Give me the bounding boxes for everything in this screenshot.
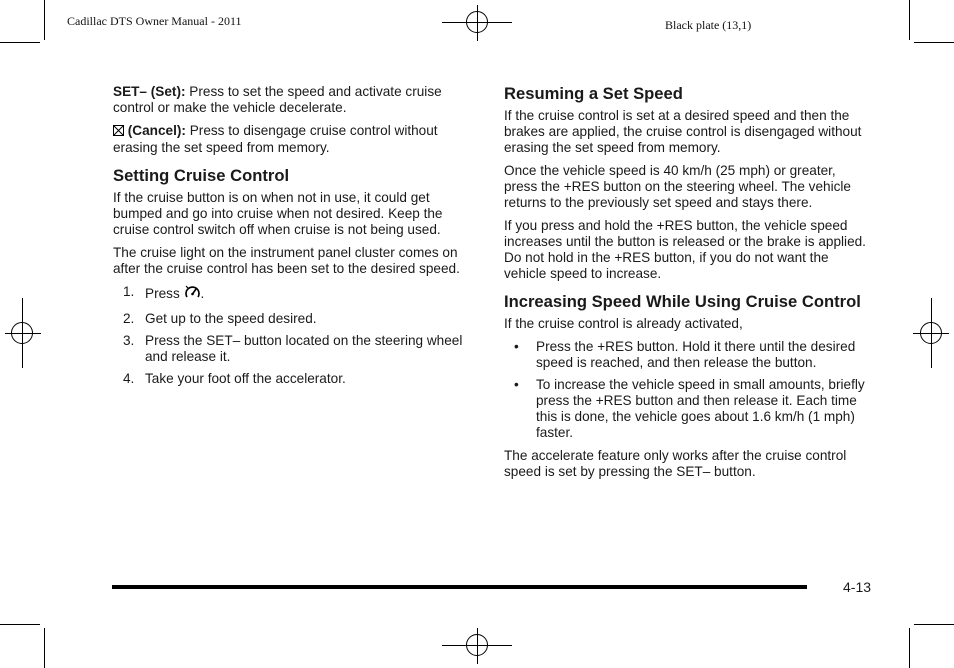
closing-paragraph: The accelerate feature only works after the cruise control speed is set by pressing the SET– button. [504,448,847,479]
cancel-icon [113,124,124,140]
step-item [123,371,473,387]
crop-mark [914,624,954,625]
cancel-term: (Cancel): [127,123,186,138]
crop-mark [909,628,910,668]
set-text: Press to set the speed and activate cruise control or make the vehicle decelerate. [113,84,442,115]
bullet-item [514,339,866,371]
bullet-text: Press the +RES button. Hold it there until the desired speed is reached, and then release the button. [536,339,856,370]
bullet-text: To increase the vehicle speed in small amounts, briefly press the +RES button and then release it. Each time this is done, the vehicle goes about 1.6 km/h (1 mph) faster. [536,377,865,440]
left-column [113,84,473,393]
footer-rule [112,585,807,589]
step-suffix: . [200,286,205,301]
step-text: Get up to the speed desired. [145,311,317,326]
bullet-glyph: • [514,377,519,392]
registration-circle [466,11,488,33]
crop-mark [0,624,40,625]
setting-paragraph: The cruise light on the instrument panel cluster comes on after the cruise control has been set to the desired speed. [113,245,460,276]
set-term: SET– (Set): [113,84,186,99]
cruise-speedometer-icon [184,284,201,305]
plate-label: Black plate (13,1) [665,18,752,32]
bullet-glyph: • [514,339,519,354]
step-number: 3. [123,333,135,348]
set-definition [113,84,473,116]
cancel-definition [113,123,473,156]
step-item [123,284,473,305]
step-item [123,333,473,365]
steps-list [123,284,473,387]
resume-paragraph: If the cruise control is set at a desired speed and then the brakes are applied, the cruise control is disengaged without erasing the set speed from memory. [504,108,862,155]
increase-intro: If the cruise control is already activated, [504,316,743,331]
page-number: 4-13 [843,579,872,595]
setting-cruise-heading: Setting Cruise Control [113,166,290,185]
crop-mark [914,42,954,43]
crop-mark [44,0,45,40]
crop-mark [909,0,910,40]
step-item [123,311,473,327]
step-text: Press [145,286,180,301]
step-number: 2. [123,311,135,326]
manual-title: Cadillac DTS Owner Manual - 2011 [67,14,242,28]
setting-paragraph: If the cruise button is on when not in use, it could get bumped and go into cruise when not desired. Keep the cruise control switch off when cruise is not being used. [113,190,443,237]
step-number: 4. [123,371,135,386]
registration-circle [920,322,942,344]
step-text: Press the SET– button located on the steering wheel and release it. [145,333,463,364]
registration-circle [466,634,488,656]
right-column [504,84,866,487]
bullet-list [514,339,866,441]
cancel-text: Press to disengage cruise control without erasing the set speed from memory. [113,123,438,155]
step-number: 1. [123,284,135,299]
resume-paragraph: If you press and hold the +RES button, the vehicle speed increases until the button is released or the brake is applied. Do not hold in the +RES button, if you do not want the vehicle speed to increase. [504,218,866,281]
increasing-speed-heading: Increasing Speed While Using Cruise Control [504,292,861,311]
bullet-item [514,377,866,441]
registration-circle [11,322,33,344]
crop-mark [0,42,40,43]
resume-paragraph: Once the vehicle speed is 40 km/h (25 mph) or greater, press the +RES button on the steering wheel. The vehicle returns to the previously set speed and stays there. [504,163,851,210]
step-text: Take your foot off the accelerator. [145,371,346,386]
resuming-speed-heading: Resuming a Set Speed [504,84,683,103]
crop-mark [44,628,45,668]
